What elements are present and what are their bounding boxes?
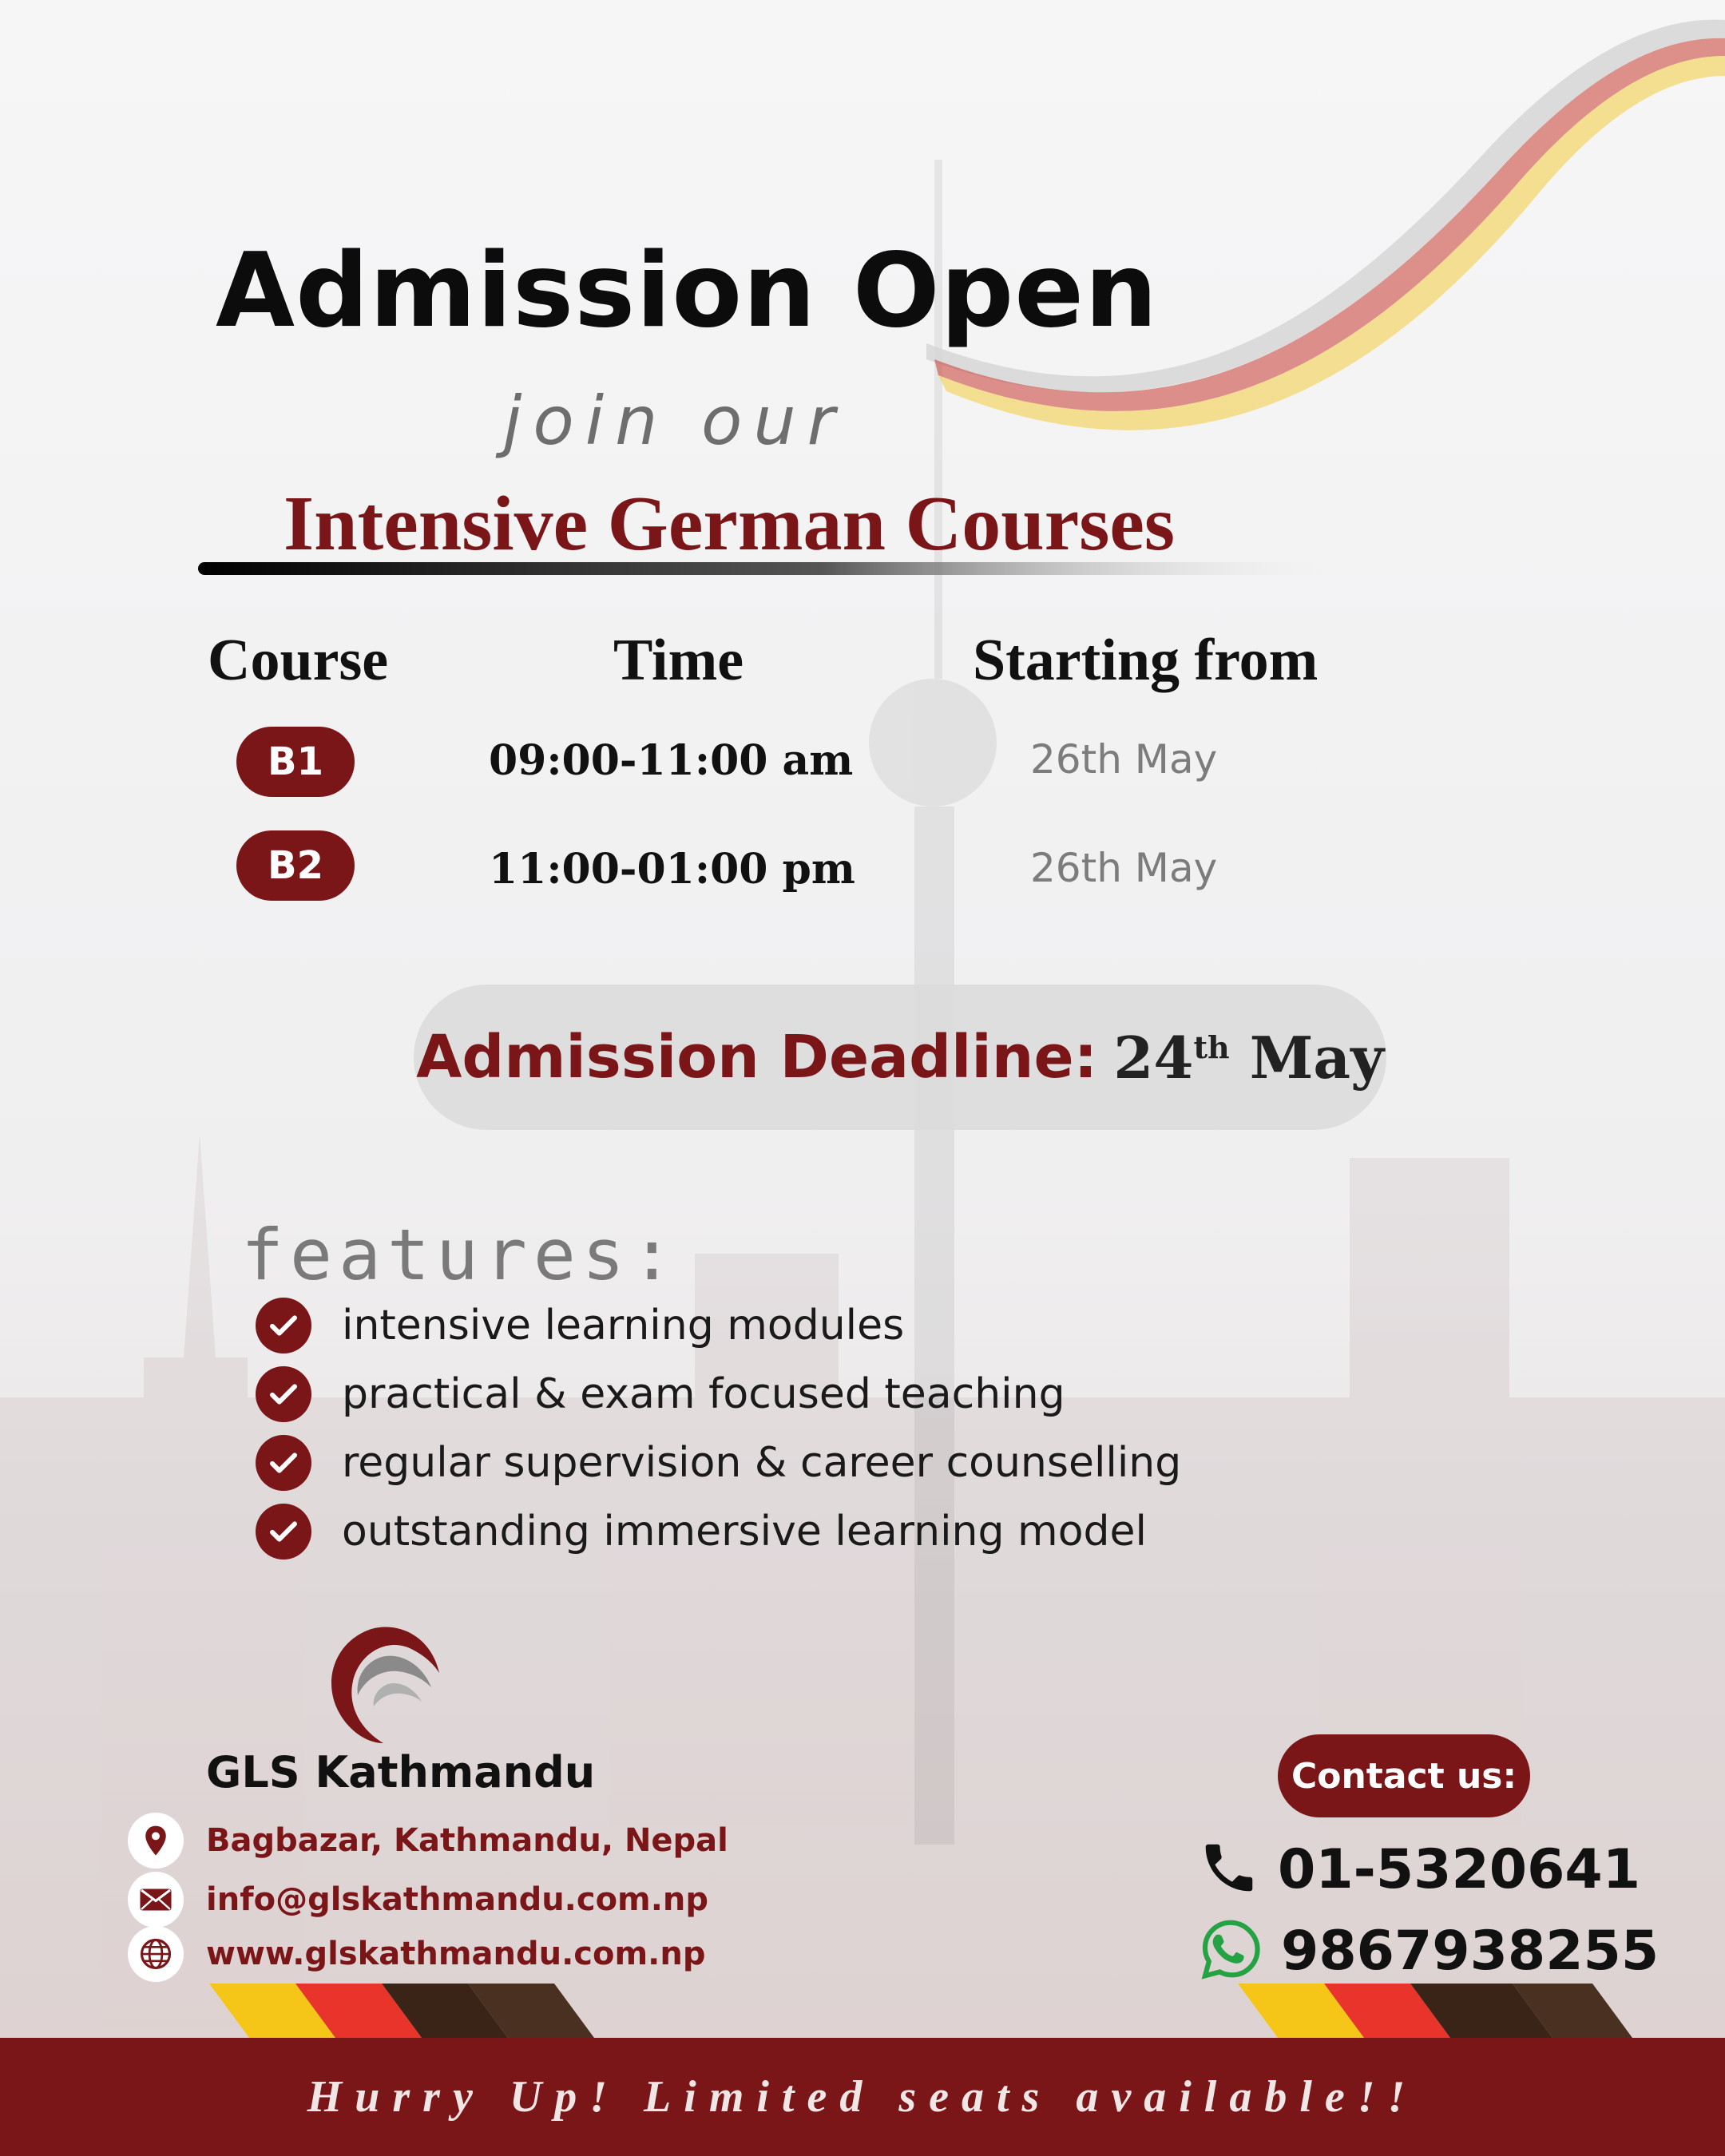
check-icon	[256, 1504, 311, 1560]
admission-deadline	[414, 985, 1386, 1130]
feature-item: practical & exam focused teaching	[256, 1366, 1065, 1422]
column-header-course: Course	[208, 628, 389, 693]
column-header-time: Time	[613, 628, 744, 693]
features-heading: features:	[241, 1214, 680, 1296]
email-row[interactable]: info@glskathmandu.com.np	[128, 1872, 708, 1928]
footer-banner	[0, 2038, 1725, 2156]
contact-us-badge: Contact us:	[1278, 1734, 1530, 1817]
organization-name: GLS Kathmandu	[206, 1747, 596, 1797]
course-heading: Intensive German Courses	[284, 481, 1176, 567]
check-icon	[256, 1366, 311, 1422]
location-icon	[128, 1813, 184, 1869]
gls-logo	[319, 1617, 455, 1745]
subtitle: join our	[503, 382, 847, 460]
check-icon	[256, 1435, 311, 1491]
course-start-b1: 26th May	[1030, 736, 1218, 783]
banner-text: Hurry Up! Limited seats available!!	[307, 2072, 1418, 2122]
course-start-b2: 26th May	[1030, 845, 1218, 891]
deadline-label: Admission Deadline:	[416, 1023, 1098, 1092]
phone-icon	[1198, 1837, 1260, 1903]
website-row[interactable]: www.glskathmandu.com.np	[128, 1926, 705, 1982]
phone-row[interactable]: 01-5320641	[1198, 1837, 1640, 1903]
page-title: Admission Open	[216, 232, 1159, 351]
deadline-date: 24th May	[1113, 1023, 1384, 1092]
feature-item: intensive learning modules	[256, 1298, 904, 1353]
feature-item: outstanding immersive learning model	[256, 1504, 1147, 1560]
course-badge-b1: B1	[236, 727, 355, 797]
course-time-b1: 09:00-11:00 am	[489, 736, 854, 785]
course-badge-b2: B2	[236, 830, 355, 901]
check-icon	[256, 1298, 311, 1353]
address-row: Bagbazar, Kathmandu, Nepal	[128, 1813, 728, 1869]
globe-icon	[128, 1926, 184, 1982]
whatsapp-row[interactable]: 9867938255	[1198, 1916, 1659, 1986]
course-time-b2: 11:00-01:00 pm	[489, 845, 855, 894]
column-header-starting: Starting from	[973, 628, 1319, 693]
feature-item: regular supervision & career counselling	[256, 1435, 1181, 1491]
email-icon	[128, 1872, 184, 1928]
whatsapp-icon	[1198, 1916, 1263, 1986]
